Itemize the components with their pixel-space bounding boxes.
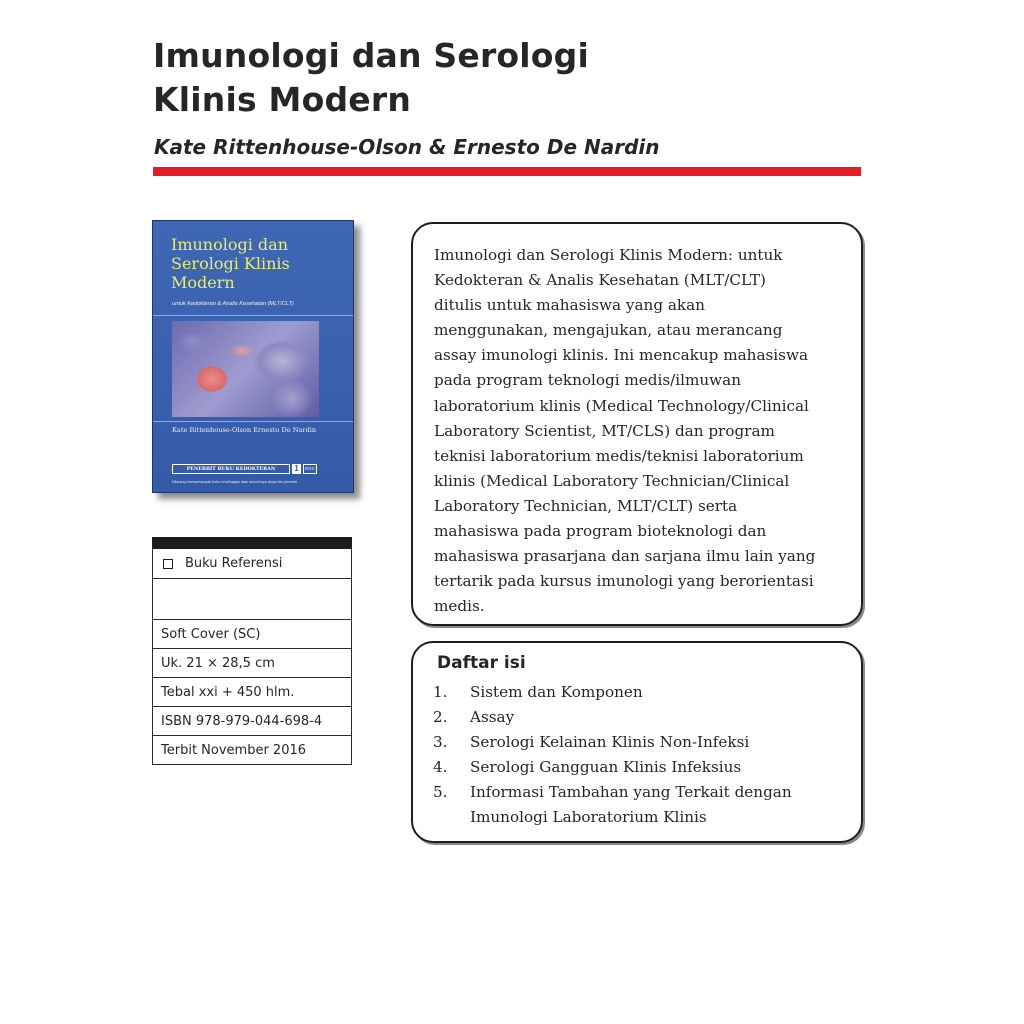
description-line: teknisi laboratorium medis/teknisi laboratorium <box>434 446 804 465</box>
toc-item <box>433 680 792 705</box>
cover-divider <box>153 315 354 316</box>
toc-item <box>433 730 792 755</box>
info-row-isbn: ISBN 978-979-044-698-4 <box>152 707 352 736</box>
description-line: Laboratory Technician, MLT/CLT) serta <box>434 496 738 515</box>
cover-copyright-note: Dilarang memperbanyak buku ini sebagian atau seluruhnya tanpa izin penerbit <box>172 480 298 484</box>
description-line: laboratorium klinis (Medical Technology/Clinical <box>434 396 809 415</box>
description-line: medis. <box>434 597 485 616</box>
toc-item-line: Assay <box>470 708 515 727</box>
cover-authors: Kate Rittenhouse-Olson Ernesto De Nardin <box>172 426 317 434</box>
page-title-line: Imunologi dan Serologi <box>153 36 590 75</box>
description-line: mahasiswa pada program bioteknologi dan <box>434 522 767 541</box>
description-line: Laboratory Scientist, MT/CLS) dan program <box>434 421 775 440</box>
toc-item-number: 3. <box>433 733 448 752</box>
toc-item-line: Serologi Gangguan Klinis Infeksius <box>470 758 742 777</box>
description-line: menggunakan, mengajukan, atau merancang <box>434 321 783 340</box>
description-line: ditulis untuk mahasiswa yang akan <box>434 296 705 315</box>
book-info-table <box>152 537 352 765</box>
description-line: Imunologi dan Serologi Klinis Modern: untuk <box>434 246 783 264</box>
cover-divider <box>153 421 354 422</box>
toc-item-number: 1. <box>433 683 448 701</box>
toc-item-number: 4. <box>433 758 448 777</box>
description-line: klinis (Medical Laboratory Technician/Clinical <box>434 471 790 490</box>
cover-title-line: Modern <box>171 273 235 292</box>
category-label: Buku Referensi <box>185 556 283 571</box>
description-line: Kedokteran & Analis Kesehatan (MLT/CLT) <box>434 271 766 290</box>
toc-item-title <box>470 680 792 705</box>
description-box <box>411 222 863 626</box>
page-title <box>153 34 589 122</box>
book-cover <box>152 220 354 493</box>
toc-item <box>433 780 792 830</box>
header-divider <box>153 167 861 176</box>
description-text <box>434 243 854 619</box>
toc-item-line: Serologi Kelainan Klinis Non-Infeksi <box>470 733 750 752</box>
empty-row <box>152 579 352 620</box>
info-row-pages: Tebal xxi + 450 hlm. <box>152 678 352 707</box>
toc-item-line: Sistem dan Komponen <box>470 683 643 701</box>
toc-item-title <box>470 780 792 830</box>
info-row-published: Terbit November 2016 <box>152 736 352 765</box>
description-line: pada program teknologi medis/ilmuwan <box>434 371 742 390</box>
cover-publisher: PENERBIT BUKU KEDOKTERAN <box>172 464 290 474</box>
category-row <box>152 549 352 579</box>
publisher-logo: EGC <box>303 464 317 474</box>
toc-item-number: 2. <box>433 708 448 727</box>
cover-title-line: Serologi Klinis <box>171 254 290 273</box>
book-authors: Kate Rittenhouse-Olson & Ernesto De Nardin <box>154 135 660 159</box>
toc-item <box>433 705 792 730</box>
info-row-size: Uk. 21 × 28,5 cm <box>152 649 352 678</box>
description-line: tertarik pada kursus imunologi yang berorientasi <box>434 572 814 591</box>
description-line: assay imunologi klinis. Ini mencakup mahasiswa <box>434 346 809 365</box>
toc-heading: Daftar isi <box>437 653 526 673</box>
publisher-logo-number: 1 <box>292 464 301 474</box>
toc-item-line: Imunologi Laboratorium Klinis <box>470 808 707 827</box>
cover-title-line: Imunologi dan <box>171 235 289 254</box>
toc-item-number: 5. <box>433 783 448 802</box>
toc-item-title <box>470 730 792 755</box>
cover-subtitle: untuk Kedokteran & Analis Kesehatan (MLT/CLT) <box>172 301 294 307</box>
toc-item-title <box>470 755 792 780</box>
toc-box <box>411 641 863 843</box>
toc-item-title <box>470 705 792 730</box>
description-line: mahasiswa prasarjana dan sarjana ilmu lain yang <box>434 547 816 566</box>
page-title-line: Klinis Modern <box>153 80 412 119</box>
checkbox-icon <box>163 559 173 569</box>
info-row-cover: Soft Cover (SC) <box>152 620 352 649</box>
toc-item-line: Informasi Tambahan yang Terkait dengan <box>470 783 792 802</box>
cover-illustration <box>172 321 319 417</box>
toc-list <box>433 680 792 831</box>
toc-item <box>433 755 792 780</box>
cover-title <box>171 235 351 292</box>
